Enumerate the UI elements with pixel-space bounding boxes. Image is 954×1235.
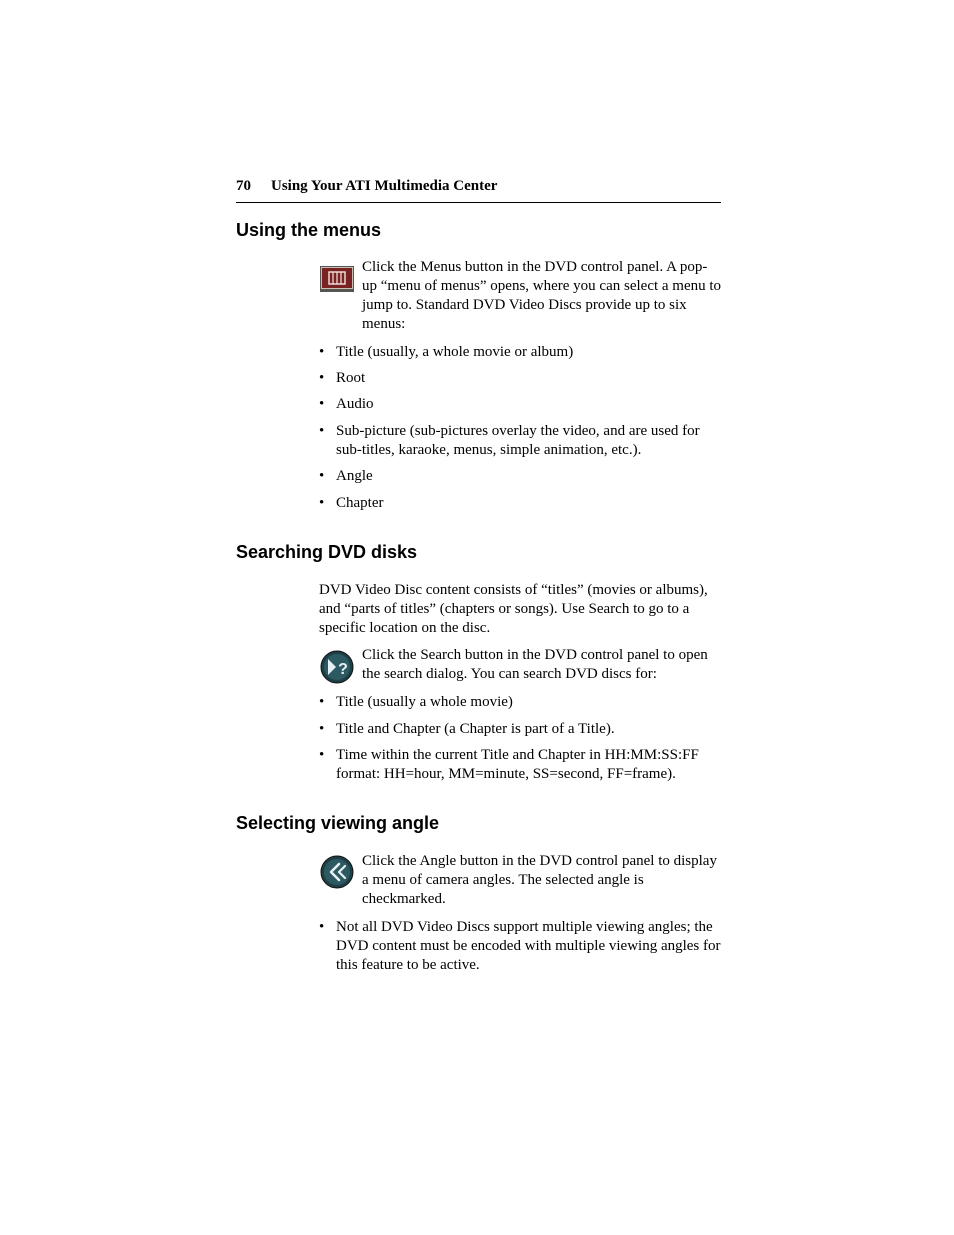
svg-text:?: ? [338,661,348,678]
page-header [236,178,721,203]
menus-button-icon [320,262,354,296]
search-button-icon [320,650,354,684]
angle-instruction: Click the Angle button in the DVD control panel to display a menu of camera angles. The selected angle is checkmarked. [362,853,717,907]
angle-button-icon [320,855,354,889]
page-number: 70 [236,178,251,194]
search-intro: DVD Video Disc content consists of “titles” (movies or albums), and “parts of titles” (chapters or songs). Use Search to go to a specific location on the disc. [319,582,708,636]
section-heading-searching-dvd: Searching DVD disks [236,542,418,562]
running-title: Using Your ATI Multimedia Center [271,178,498,194]
section-heading-viewing-angle: Selecting viewing angle [236,813,440,833]
search-instruction: Click the Search button in the DVD control panel to open the search dialog. You can search DVD discs for: [362,647,708,682]
menus-instruction: Click the Menus button in the DVD control panel. A pop-up “menu of menus” opens, where you can select a menu to jump to. Standard DVD Video Discs provide up to six menus: [362,259,722,332]
section-heading-using-menus: Using the menus [236,220,382,240]
